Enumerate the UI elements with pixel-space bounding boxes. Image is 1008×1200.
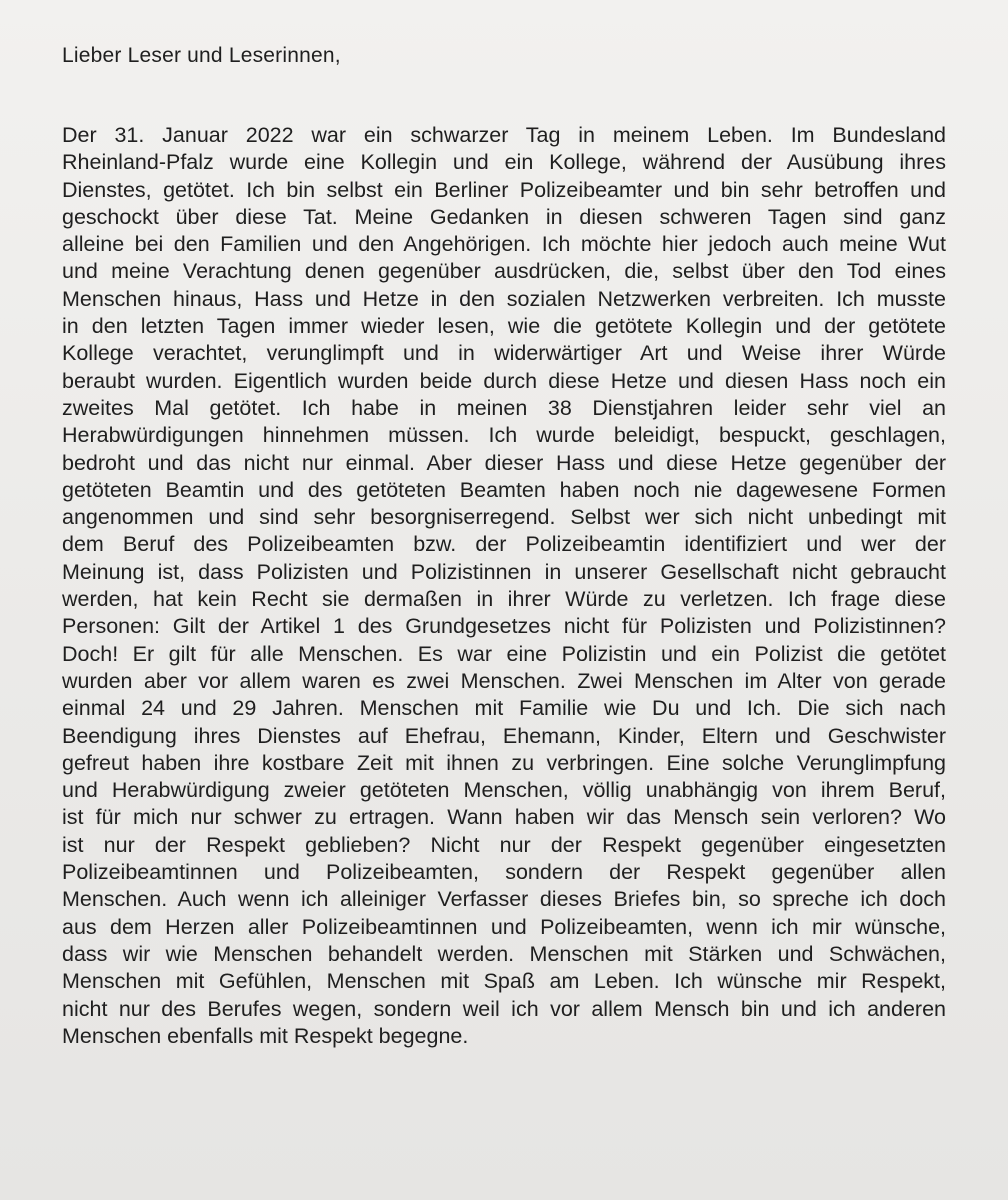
letter-line: getöteten Beamtin und des getöteten Beamten haben noch nie dagewesene Formen	[62, 477, 946, 502]
letter-line: nicht nur des Berufes wegen, sondern weil ich vor allem Mensch bin und ich anderen	[62, 996, 946, 1021]
letter-line: gefreut haben ihre kostbare Zeit mit ihnen zu verbringen. Eine solche Verunglimpfung	[62, 750, 946, 775]
letter-line-last: Menschen ebenfalls mit Respekt begegne.	[62, 1023, 469, 1048]
letter-salutation: Lieber Leser und Leserinnen,	[62, 44, 341, 67]
letter-line: und Herabwürdigung zweier getöteten Menschen, völlig unabhängig von ihrem Beruf,	[62, 778, 946, 803]
letter-line: in den letzten Tagen immer wieder lesen, wie die getötete Kollegin und der getötete	[62, 314, 946, 339]
letter-line: Polizeibeamtinnen und Polizeibeamten, sondern der Respekt gegenüber allen	[62, 860, 946, 885]
letter-line: Beendigung ihres Dienstes auf Ehefrau, Ehemann, Kinder, Eltern und Geschwister	[62, 723, 946, 748]
letter-line: ist nur der Respekt geblieben? Nicht nur der Respekt gegenüber eingesetzten	[62, 832, 946, 857]
letter-line: einmal 24 und 29 Jahren. Menschen mit Familie wie Du und Ich. Die sich nach	[62, 696, 946, 721]
letter-line: Kollege verachtet, verunglimpft und in widerwärtiger Art und Weise ihrer Würde	[62, 341, 946, 366]
letter-line: Meinung ist, dass Polizisten und Polizistinnen in unserer Gesellschaft nicht gebraucht	[62, 559, 946, 584]
letter-line: bedroht und das nicht nur einmal. Aber dieser Hass und diese Hetze gegenüber der	[62, 450, 946, 475]
letter-line: Menschen mit Gefühlen, Menschen mit Spaß am Leben. Ich wünsche mir Respekt,	[62, 969, 946, 994]
letter-line: werden, hat kein Recht sie dermaßen in ihrer Würde zu verletzen. Ich frage diese	[62, 587, 946, 612]
letter-line: ist für mich nur schwer zu ertragen. Wann haben wir das Mensch sein verloren? Wo	[62, 805, 946, 830]
letter-line: Menschen hinaus, Hass und Hetze in den sozialen Netzwerken verbreiten. Ich musste	[62, 286, 946, 311]
letter-line: Der 31. Januar 2022 war ein schwarzer Tag in meinem Leben. Im Bundesland	[62, 123, 946, 147]
letter-line: Doch! Er gilt für alle Menschen. Es war eine Polizistin und ein Polizist die getötet	[62, 641, 946, 666]
letter-line: aus dem Herzen aller Polizeibeamtinnen und Polizeibeamten, wenn ich mir wünsche,	[62, 914, 946, 939]
letter-line: Personen: Gilt der Artikel 1 des Grundgesetzes nicht für Polizisten und Polizistinnen?	[62, 614, 946, 639]
letter-line: wurden aber vor allem waren es zwei Menschen. Zwei Menschen im Alter von gerade	[62, 668, 946, 693]
letter-line: Herabwürdigungen hinnehmen müssen. Ich wurde beleidigt, bespuckt, geschlagen,	[62, 423, 946, 448]
letter-body	[62, 122, 946, 1050]
letter-line: und meine Verachtung denen gegenüber ausdrücken, die, selbst über den Tod eines	[62, 259, 946, 284]
letter-line: dem Beruf des Polizeibeamten bzw. der Polizeibeamtin identifiziert und wer der	[62, 532, 946, 557]
letter-line: beraubt wurden. Eigentlich wurden beide durch diese Hetze und diesen Hass noch ein	[62, 368, 946, 393]
letter-line: dass wir wie Menschen behandelt werden. Menschen mit Stärken und Schwächen,	[62, 941, 946, 966]
letter-line: Menschen. Auch wenn ich alleiniger Verfasser dieses Briefes bin, so spreche ich doch	[62, 887, 946, 912]
letter-line: Dienstes, getötet. Ich bin selbst ein Berliner Polizeibeamter und bin sehr betroffen und	[62, 177, 946, 202]
letter-line: zweites Mal getötet. Ich habe in meinen 38 Dienstjahren leider sehr viel an	[62, 395, 946, 420]
letter-line: Rheinland-Pfalz wurde eine Kollegin und ein Kollege, während der Ausübung ihres	[62, 150, 946, 175]
letter-line: alleine bei den Familien und den Angehörigen. Ich möchte hier jedoch auch meine Wut	[62, 232, 946, 257]
letter-line: geschockt über diese Tat. Meine Gedanken in diesen schweren Tagen sind ganz	[62, 204, 946, 229]
letter-line: angenommen und sind sehr besorgniserregend. Selbst wer sich nicht unbedingt mit	[62, 505, 946, 530]
